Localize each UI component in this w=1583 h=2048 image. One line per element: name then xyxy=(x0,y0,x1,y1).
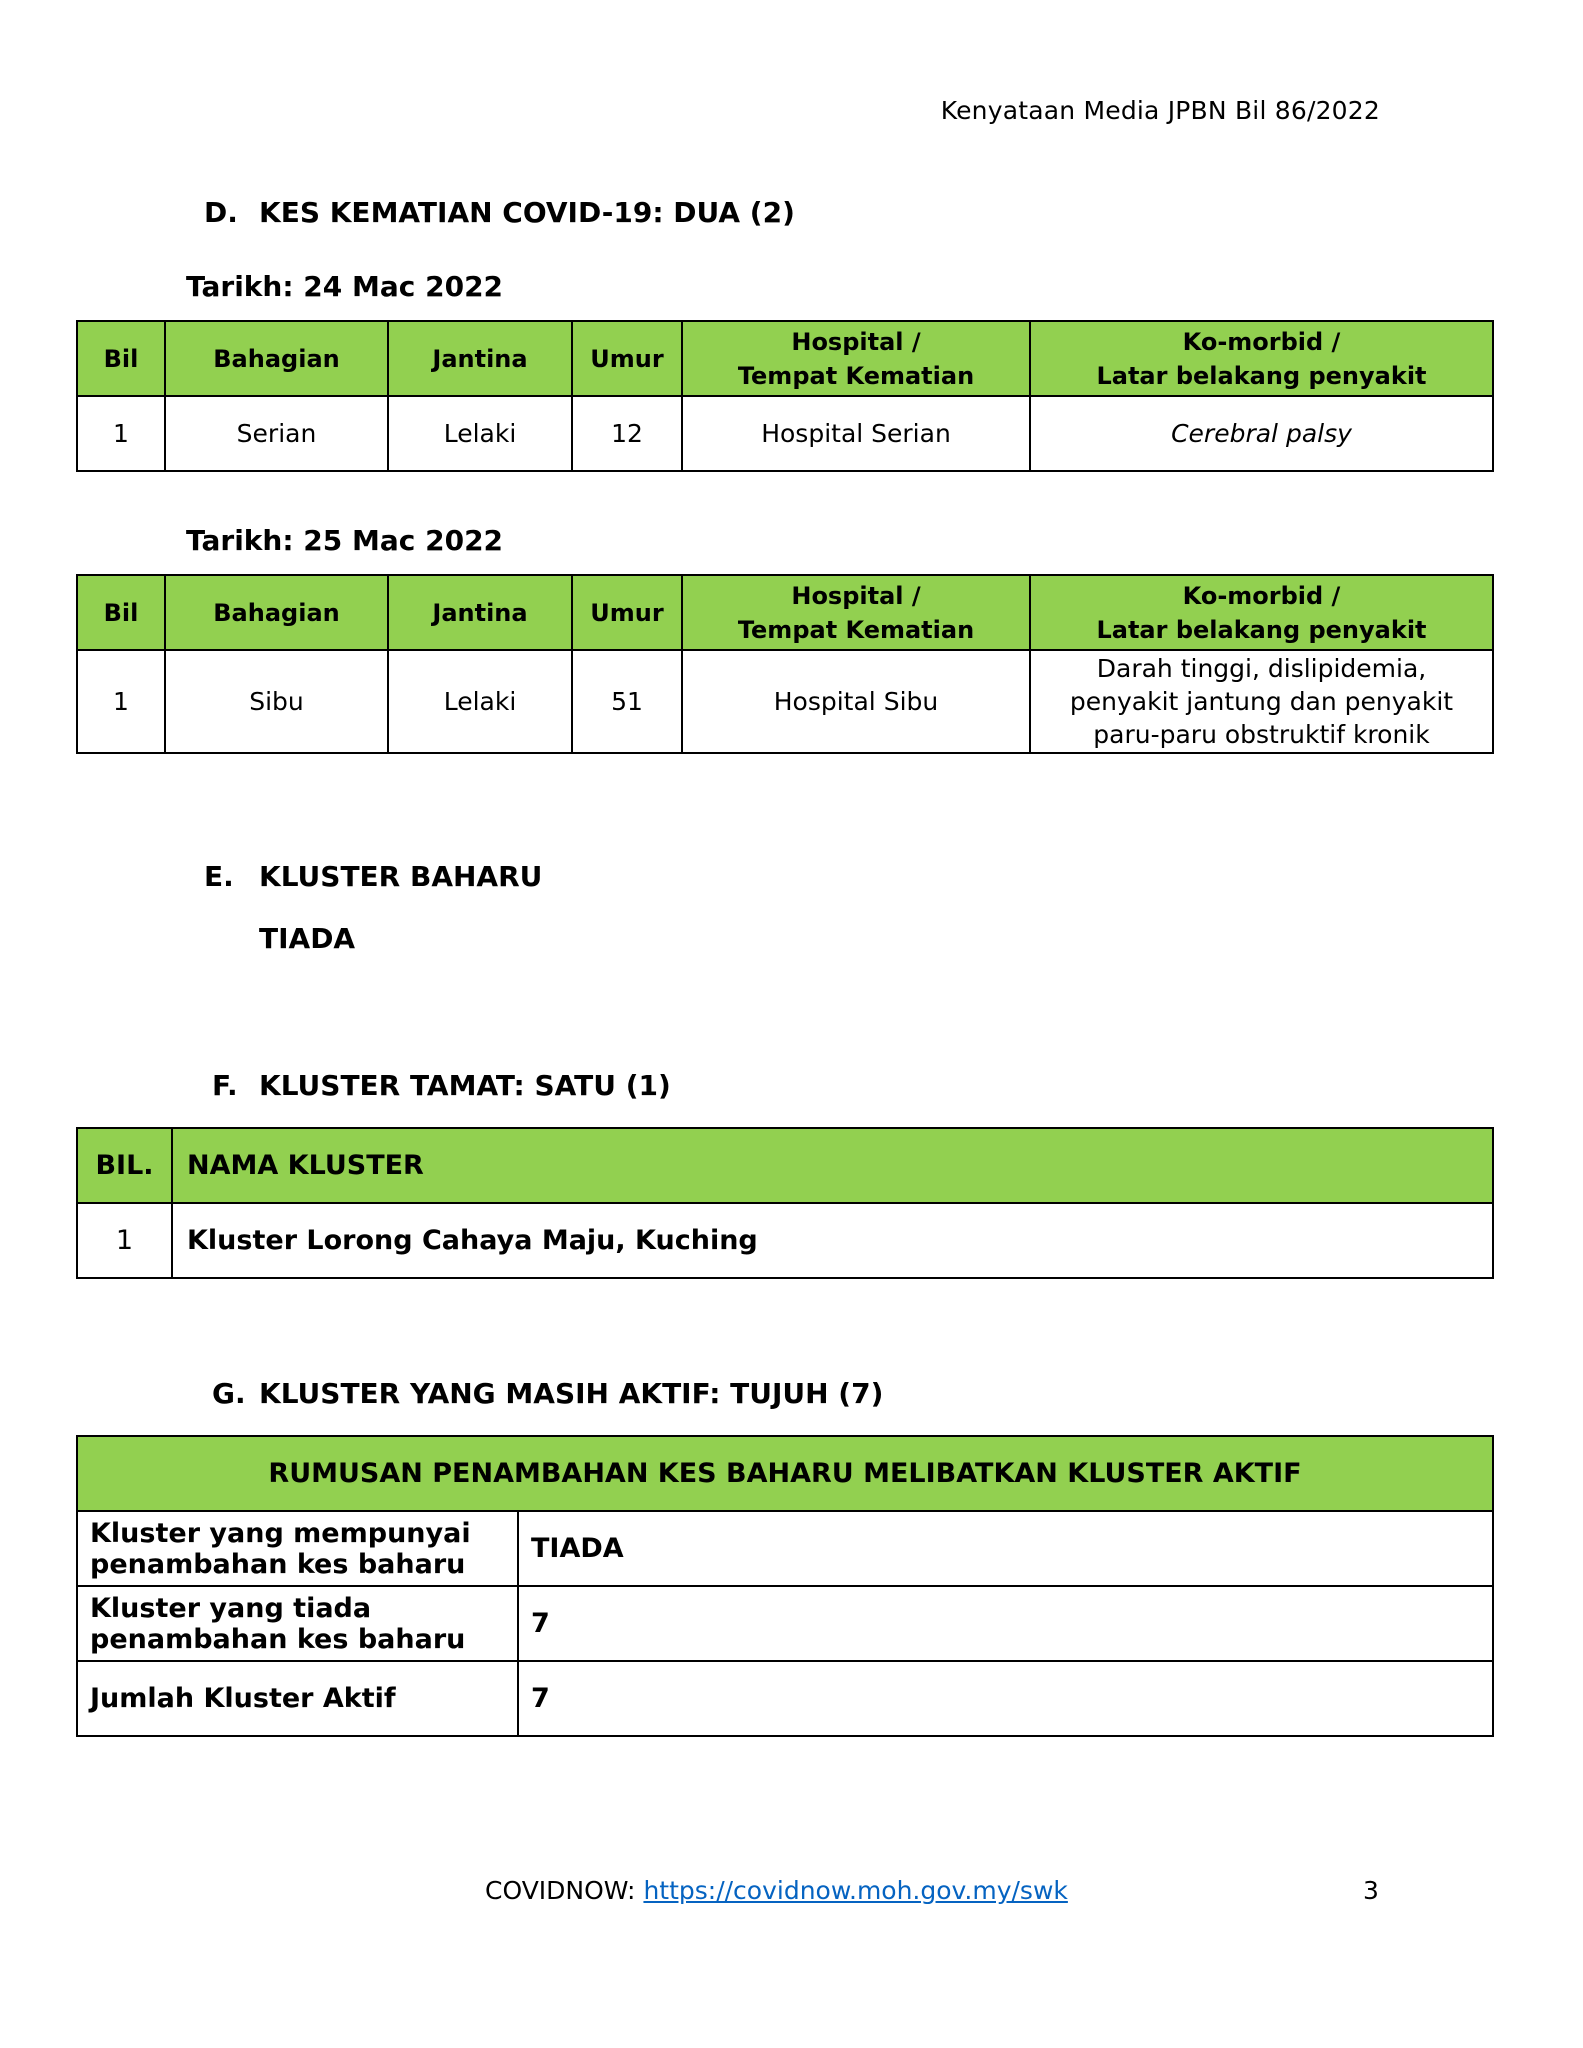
table-header-row xyxy=(77,321,1493,396)
section-f-heading xyxy=(212,1069,671,1102)
header-bil: BIL. xyxy=(77,1128,172,1203)
summary-value: TIADA xyxy=(518,1511,1493,1586)
table-header-row xyxy=(77,1128,1493,1203)
table-row xyxy=(77,1586,1493,1661)
header-umur: Umur xyxy=(572,575,682,650)
section-d-heading xyxy=(204,196,795,229)
cell-umur: 12 xyxy=(572,396,682,471)
table-row xyxy=(77,650,1493,753)
header-jantina: Jantina xyxy=(388,575,572,650)
footer xyxy=(485,1876,1068,1905)
table-header-row xyxy=(77,575,1493,650)
header-bahagian: Bahagian xyxy=(165,321,388,396)
cluster-ended-table xyxy=(76,1127,1494,1279)
section-d-letter: D. xyxy=(204,196,238,229)
cell-bahagian: Sibu xyxy=(165,650,388,753)
cell-bil: 1 xyxy=(77,1203,172,1278)
section-e-value: TIADA xyxy=(259,922,356,955)
covidnow-link[interactable]: https://covidnow.moh.gov.my/swk xyxy=(643,1876,1068,1905)
header-hospital: Hospital / Tempat Kematian xyxy=(682,575,1030,650)
cell-jantina: Lelaki xyxy=(388,396,572,471)
cell-jantina: Lelaki xyxy=(388,650,572,753)
death-table-2 xyxy=(76,574,1494,754)
cell-nama-kluster: Kluster Lorong Cahaya Maju, Kuching xyxy=(172,1203,1493,1278)
table-row xyxy=(77,1661,1493,1736)
header-nama-kluster: NAMA KLUSTER xyxy=(172,1128,1493,1203)
page-number: 3 xyxy=(1363,1876,1379,1905)
header-komorbid: Ko-morbid / Latar belakang penyakit xyxy=(1030,575,1493,650)
header-komorbid: Ko-morbid / Latar belakang penyakit xyxy=(1030,321,1493,396)
date-label-2: Tarikh: 25 Mac 2022 xyxy=(186,524,504,557)
footer-prefix: COVIDNOW: xyxy=(485,1876,636,1905)
summary-value: 7 xyxy=(518,1661,1493,1736)
summary-table-title: RUMUSAN PENAMBAHAN KES BAHARU MELIBATKAN KLUSTER AKTIF xyxy=(77,1436,1493,1511)
date-label-1: Tarikh: 24 Mac 2022 xyxy=(186,270,504,303)
summary-label: Jumlah Kluster Aktif xyxy=(77,1661,518,1736)
section-d-title: KES KEMATIAN COVID-19: DUA (2) xyxy=(259,196,795,229)
section-g-title: KLUSTER YANG MASIH AKTIF: TUJUH (7) xyxy=(259,1377,884,1410)
cell-hospital: Hospital Serian xyxy=(682,396,1030,471)
cell-komorbid: Darah tinggi, dislipidemia, penyakit jantung dan penyakit paru-paru obstruktif kronik xyxy=(1030,650,1493,753)
section-e-heading xyxy=(204,860,542,893)
section-f-letter: F. xyxy=(212,1069,238,1102)
cell-komorbid: Cerebral palsy xyxy=(1030,396,1493,471)
cell-bil: 1 xyxy=(77,650,165,753)
section-g-letter: G. xyxy=(212,1377,246,1410)
section-e-letter: E. xyxy=(204,860,234,893)
summary-label: Kluster yang tiada penambahan kes baharu xyxy=(77,1586,518,1661)
table-row xyxy=(77,1203,1493,1278)
cell-bil: 1 xyxy=(77,396,165,471)
active-cluster-summary-table xyxy=(76,1435,1494,1737)
section-f-title: KLUSTER TAMAT: SATU (1) xyxy=(259,1069,671,1102)
header-umur: Umur xyxy=(572,321,682,396)
summary-value: 7 xyxy=(518,1586,1493,1661)
cell-hospital: Hospital Sibu xyxy=(682,650,1030,753)
header-hospital: Hospital / Tempat Kematian xyxy=(682,321,1030,396)
table-row xyxy=(77,396,1493,471)
header-bil: Bil xyxy=(77,575,165,650)
header-bahagian: Bahagian xyxy=(165,575,388,650)
header-bil: Bil xyxy=(77,321,165,396)
section-e-title: KLUSTER BAHARU xyxy=(259,860,543,893)
section-g-heading xyxy=(212,1377,883,1410)
table-row xyxy=(77,1511,1493,1586)
header-jantina: Jantina xyxy=(388,321,572,396)
death-table-1 xyxy=(76,320,1494,472)
cell-umur: 51 xyxy=(572,650,682,753)
summary-label: Kluster yang mempunyai penambahan kes baharu xyxy=(77,1511,518,1586)
cell-bahagian: Serian xyxy=(165,396,388,471)
table-header-row xyxy=(77,1436,1493,1511)
document-reference: Kenyataan Media JPBN Bil 86/2022 xyxy=(940,96,1380,125)
